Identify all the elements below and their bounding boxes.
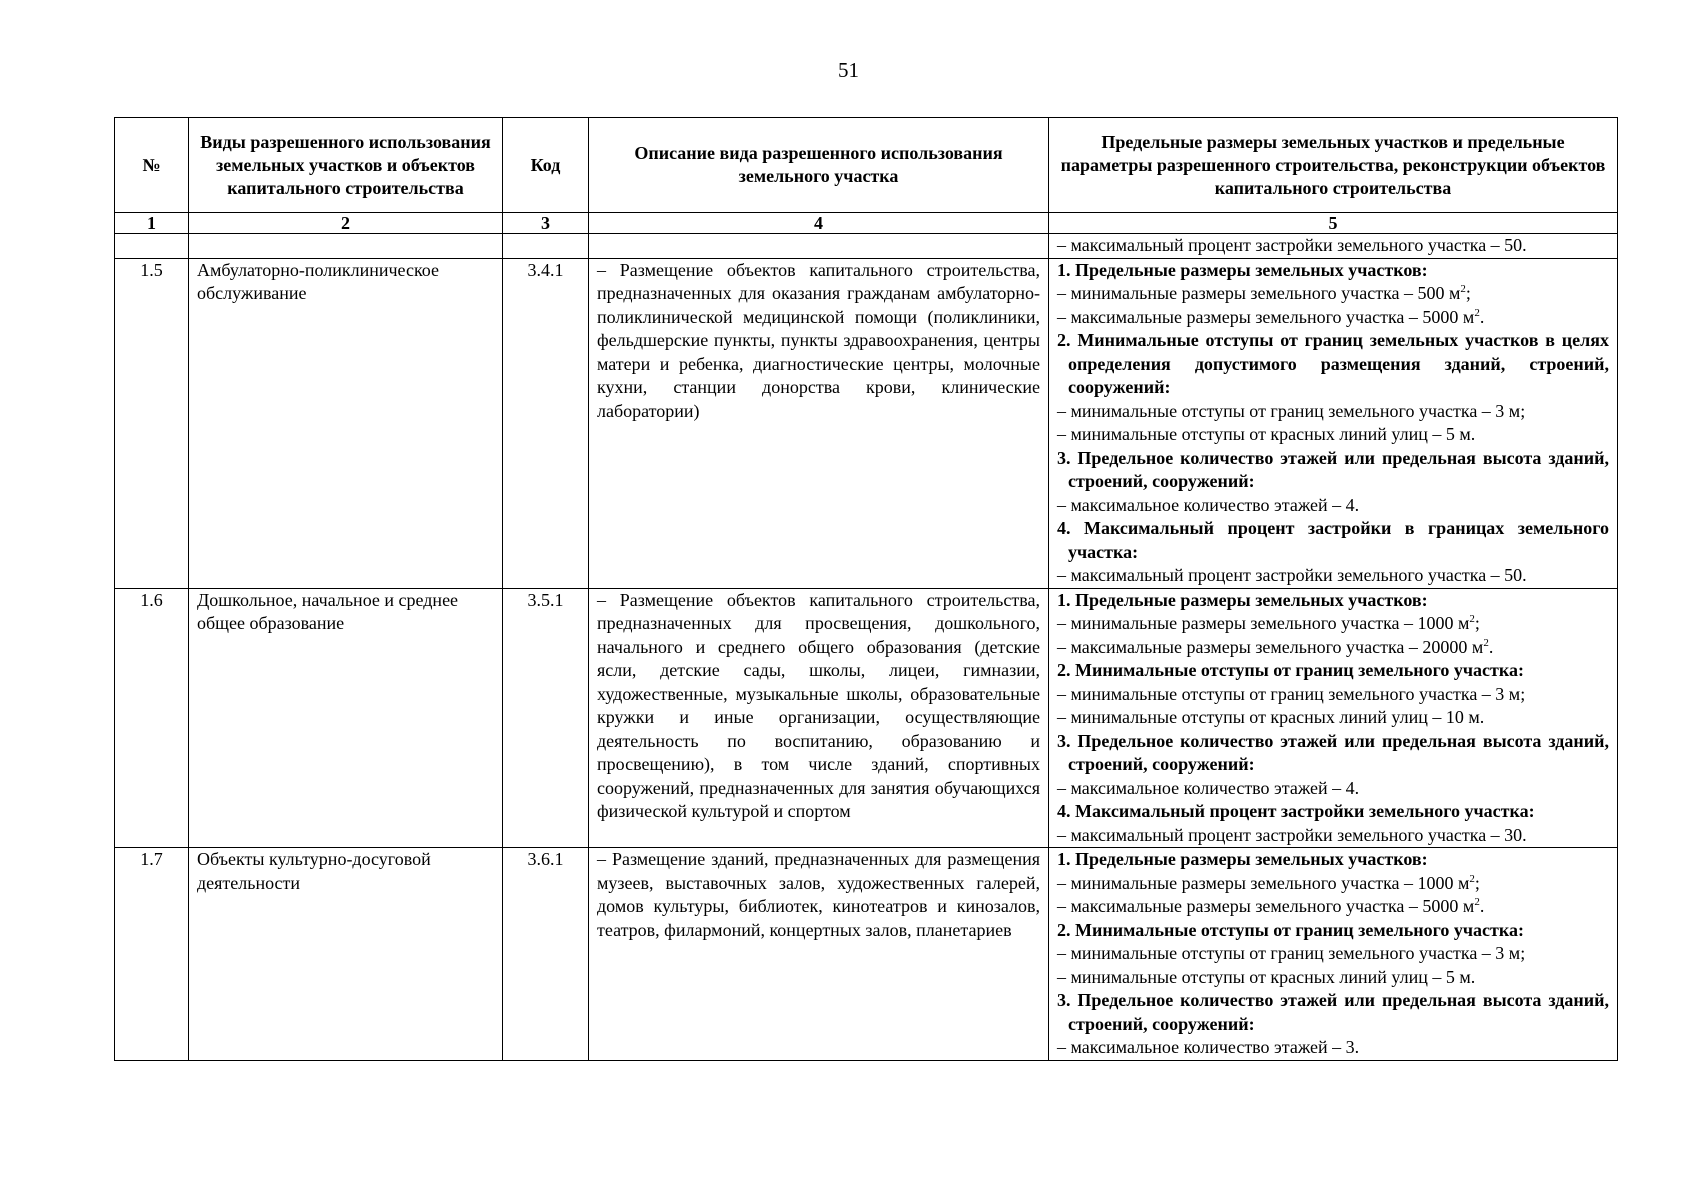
param-heading: 3. Предельное количество этажей или предельная высота зданий, строений, сооружений: [1057,447,1609,491]
row-use-type: Амбулаторно-поликлиническое обслуживание [189,258,503,588]
continuation-params: – максимальный процент застройки земельного участка – 50. [1049,234,1618,259]
param-heading: 1. Предельные размеры земельных участков: [1057,259,1428,280]
param-heading: 3. Предельное количество этажей или предельная высота зданий, строений, сооружений: [1057,990,1609,1034]
header-code: Код [503,118,589,213]
continuation-row [115,234,1618,259]
row-parameters [1049,588,1618,848]
param-line: – минимальные отступы от границ земельного участка – 3 м; [1057,400,1526,421]
param-line: – минимальные размеры земельного участка – 500 $м^2$; [1057,283,1471,303]
param-heading: 2. Минимальные отступы от границ земельных участков в целях определения допустимого размещения зданий, строений, сооружений: [1057,330,1609,397]
param-heading: 2. Минимальные отступы от границ земельного участка: [1057,919,1524,940]
column-number-row [115,213,1618,234]
table-row [115,848,1618,1061]
param-line: – минимальные отступы от границ земельного участка – 3 м; [1057,943,1526,963]
row-parameters [1049,258,1618,588]
param-line: – минимальные размеры земельного участка – 1000 $м^2$; [1057,872,1480,893]
column-number: 3 [503,213,589,234]
header-params: Предельные размеры земельных участков и предельные параметры разрешенного строительства, реконструкции объектов капитального строительства [1049,118,1618,213]
param-line: – минимальные отступы от красных линий улиц – 5 м. [1057,424,1476,444]
param-line: – минимальные отступы от красных линий улиц – 5 м. [1057,966,1476,987]
param-heading: 2. Минимальные отступы от границ земельного участка: [1057,660,1524,680]
column-number: 1 [115,213,189,234]
land-use-table [114,117,1618,1061]
param-line: – максимальные размеры земельного участка – 5000 $м^2$. [1057,306,1485,327]
param-line: – максимальные размеры земельного участка – 5000 $м^2$. [1057,896,1485,916]
row-use-type: Дошкольное, начальное и среднее общее образование [189,588,503,848]
param-heading: 3. Предельное количество этажей или предельная высота зданий, строений, сооружений: [1057,730,1609,774]
param-line: – максимальный процент застройки земельного участка – 50. [1057,565,1527,585]
param-line: – минимальные размеры земельного участка – 1000 $м^2$; [1057,613,1480,633]
header-no: № [115,118,189,213]
table-row [115,588,1618,848]
page-number: 51 [838,58,859,82]
param-heading: 4. Максимальный процент застройки земельного участка: [1057,801,1535,821]
header-types: Виды разрешенного использования земельных участков и объектов капитального строительства [189,118,503,213]
row-description: – Размещение зданий, предназначенных для размещения музеев, выставочных залов, художественных галерей, домов культуры, библиотек, кинотеатров и кинозалов, театров, филармоний, концертных залов, планетариев [589,848,1049,1061]
param-line: – максимальное количество этажей – 3. [1057,1037,1360,1057]
param-line: – максимальный процент застройки земельного участка – 30. [1057,824,1527,845]
column-number: 5 [1049,213,1618,234]
row-use-type: Объекты культурно-досуговой деятельности [189,848,503,1061]
header-description: Описание вида разрешенного использования земельного участка [589,118,1049,213]
row-code: 3.6.1 [503,848,589,1061]
param-line: – максимальное количество этажей – 4. [1057,777,1360,798]
param-line: – минимальные отступы от границ земельного участка – 3 м; [1057,683,1526,704]
table-row [115,258,1618,588]
param-heading: 1. Предельные размеры земельных участков: [1057,849,1428,869]
row-number: 1.7 [115,848,189,1061]
param-heading: 4. Максимальный процент застройки в границах земельного участка: [1057,518,1609,562]
row-description: – Размещение объектов капитального строительства, предназначенных для оказания гражданам амбулаторно-поликлинической медицинской помощи (поликлиники, фельдшерские пункты, пункты здравоохранения, центры матери и ребенка, диагностические центры, молочные кухни, станции донорства крови, клинические лаборатории) [589,258,1049,588]
row-parameters [1049,848,1618,1061]
row-description: – Размещение объектов капитального строительства, предназначенных для просвещения, дошкольного, начального и среднего общего образования (детские ясли, детские сады, школы, лицеи, гимназии, художественные, музыкальные школы, образовательные кружки и иные организации, осуществляющие деятельность по воспитанию, образованию и просвещению), в том числе зданий, спортивных сооружений, предназначенных для занятия обучающихся физической культурой и спортом [589,588,1049,848]
row-code: 3.5.1 [503,588,589,848]
param-line: – минимальные отступы от красных линий улиц – 10 м. [1057,707,1485,727]
row-number: 1.5 [115,258,189,588]
row-number: 1.6 [115,588,189,848]
param-heading: 1. Предельные размеры земельных участков: [1057,589,1428,610]
table-header-row [115,118,1618,213]
column-number: 4 [589,213,1049,234]
column-number: 2 [189,213,503,234]
param-line: – максимальное количество этажей – 4. [1057,494,1360,515]
param-line: – максимальные размеры земельного участка – 20000 $м^2$. [1057,636,1494,657]
row-code: 3.4.1 [503,258,589,588]
